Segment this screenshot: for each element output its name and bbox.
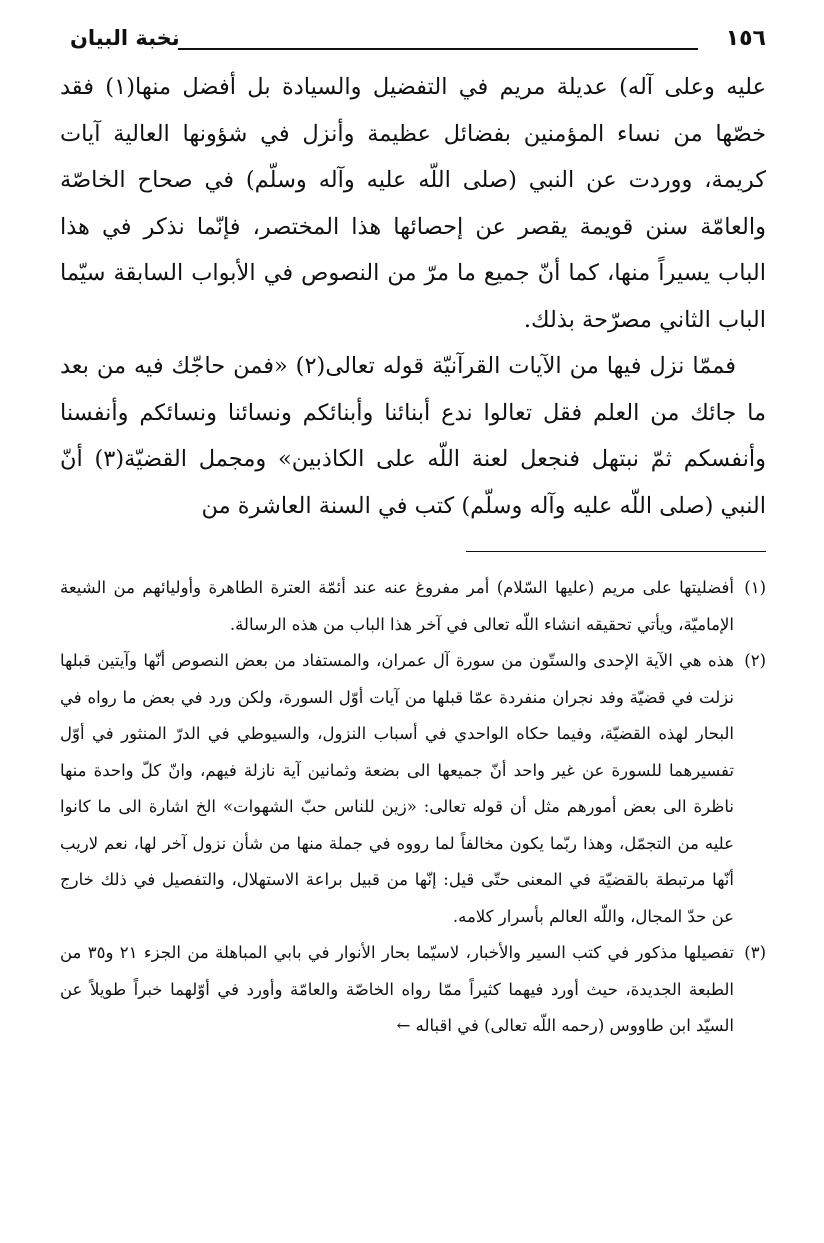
footnote xyxy=(60,643,766,935)
main-text xyxy=(60,64,766,529)
footnote-text: تفصيلها مذكور في كتب السير والأخبار، لاسيّما بحار الأنوار في بابي المباهلة من الجزء ٢١ و٣٥ من الطبعة الجديدة، حيث أورد فيهما كثيراً ممّا رواه الخاصّة والعامّة وأورد في أوّلهما خبراً طويلاً عن السيّد ابن طاووس (رحمه اللّه تعالى) في اقباله ← xyxy=(60,943,734,1035)
footnote-text: هذه هي الآية الإحدى والستّون من سورة آل عمران، والمستفاد من بعض النصوص أنّها وآيتين قبلها نزلت في قضيّة وفد نجران منفردة عمّا قبلها من آيات أوّل السورة، ولكن ورد في بعض ما رواه في البحار لهذه القضيّة، وفيما حكاه الواحدي في أسباب النزول، والسيوطي في الدرّ المنثور في أوّل تفسيرهما للسورة عن غير واحد أنّ جميعها الى بضعة وثمانين آية نازلة فيهم، وانّ كلّ واحدة منها ناظرة الى بعض أمورهم مثل أن قوله تعالى: «زين للناس حبّ الشهوات» الخ اشارة الى ما كانوا عليه من التجمّل، وهذا ربّما يكون مخالفاً لما رووه في جملة منها من شأن نزول آخر لها، نعم لاريب أنّها مرتبطة بالقضيّة في المعنى حتّى قيل: إنّها من قبيل براعة الاستهلال، والتفصيل في ذلك خارج عن حدّ المجال، واللّه العالم بأسرار كلامه. xyxy=(60,651,734,926)
page-header xyxy=(60,22,766,64)
footnote xyxy=(60,570,766,643)
header-rule xyxy=(178,48,698,50)
footnote xyxy=(60,935,766,1045)
page xyxy=(60,22,766,1045)
running-title: نخبة البيان xyxy=(70,26,180,50)
footnote-number: (٣) xyxy=(744,943,766,962)
page-number: ١٥٦ xyxy=(725,26,766,51)
paragraph: عليه وعلى آله) عديلة مريم في التفضيل والسيادة بل أفضل منها(١) فقد خصّها من نساء المؤمنين بفضائل عظيمة وأنزل في شؤونها العالية آيات كريمة، ووردت عن النبي (صلى اللّه عليه وآله وسلّم) في صحاح الخاصّة والعامّة سنن قويمة يقصر عن إحصائها هذا المختصر، فإنّما نذكر في هذا الباب يسيراً منها، كما أنّ جميع ما مرّ من النصوص في الأبواب السابقة سيّما الباب الثاني مصرّحة بذلك. xyxy=(60,74,766,333)
paragraph: فممّا نزل فيها من الآيات القرآنيّة قوله تعالى(٢) «فمن حاجّك فيه من بعد ما جائك من العلم فقل تعالوا ندع أبنائنا وأبنائكم ونسائنا ونسائكم وأنفسنا وأنفسكم ثمّ نبتهل فنجعل لعنة اللّه على الكاذبين» ومجمل القضيّة(٣) أنّ النبي (صلى اللّه عليه وآله وسلّم) كتب في السنة العاشرة من xyxy=(60,353,766,519)
footnote-number: (١) xyxy=(744,578,766,597)
footnote-text: أفضليتها على مريم (عليها السّلام) أمر مفروغ عنه عند أئمّة العترة الطاهرة وأوليائهم من الشيعة الإماميّة، ويأتي تحقيقه انشاء اللّه تعالى في آخر هذا الباب من هذه الرسالة. xyxy=(60,578,734,634)
footnote-separator xyxy=(466,551,766,552)
footnotes xyxy=(60,570,766,1045)
footnote-number: (٢) xyxy=(744,651,766,670)
